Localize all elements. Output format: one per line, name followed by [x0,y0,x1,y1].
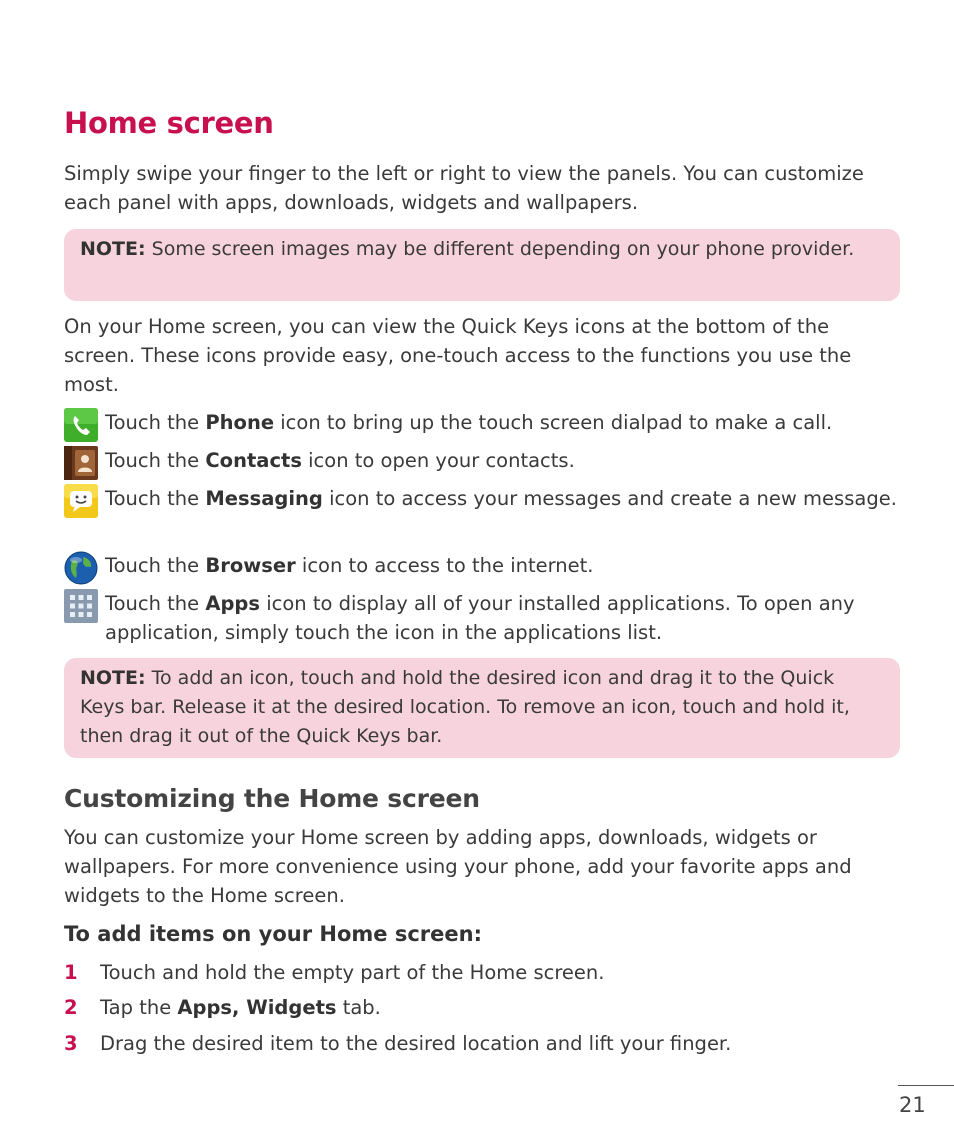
key-pre: Touch the [105,449,206,472]
quickkey-contacts-row [64,446,900,480]
contacts-icon [64,446,98,480]
quickkey-browser-row [64,551,900,585]
quickkeys-paragraph: On your Home screen, you can view the Quick Keys icons at the bottom of the screen. These icons provide easy, one-touch access to the functions you use the most. [64,315,852,396]
customize-paragraph: You can customize your Home screen by adding apps, downloads, widgets or wallpapers. For more convenience using your phone, add your favorite apps and widgets to the Home screen. [64,826,852,907]
step-bold: Apps, Widgets [177,996,337,1019]
note-label: NOTE: [80,238,146,260]
note-box-provider [64,229,900,301]
key-name: Browser [205,554,296,577]
step-text-post: tab. [336,996,381,1019]
phone-icon [64,408,98,442]
note-text: To add an icon, touch and hold the desired icon and drag it to the Quick Keys bar. Release it at the desired location. To remove an icon, touch and hold it, then drag it out of the Quick Keys bar. [80,667,850,747]
step-number: 3 [64,1032,78,1055]
page-number: 21 [899,1093,926,1117]
note-box-quickkeys [64,658,900,758]
step-text: Tap the [100,996,178,1019]
step-number: 2 [64,996,78,1019]
step-text: Touch and hold the empty part of the Home screen. [100,961,605,984]
note-text: Some screen images may be different depending on your phone provider. [145,238,855,260]
step-number: 1 [64,961,78,984]
footer-rule [898,1085,954,1086]
key-post: icon to access your messages and create a new message. [322,487,897,510]
key-post: icon to open your contacts. [301,449,575,472]
section-title: Customizing the Home screen [64,784,480,813]
step-text: Drag the desired item to the desired location and lift your finger. [100,1032,732,1055]
key-name: Phone [205,411,275,434]
page-title: Home screen [64,106,274,140]
key-name: Contacts [205,449,302,472]
key-post: icon to access to the internet. [295,554,594,577]
key-post: icon to bring up the touch screen dialpad to make a call. [274,411,833,434]
key-pre: Touch the [105,592,206,615]
messaging-icon [64,484,98,518]
note-label: NOTE: [80,667,146,689]
key-pre: Touch the [105,411,206,434]
key-post: icon to display all of your installed applications. To open any application, simply touch the icon in the applications list. [105,592,855,644]
key-name: Messaging [205,487,323,510]
key-name: Apps [205,592,260,615]
quickkey-phone-row [64,408,900,442]
key-pre: Touch the [105,554,206,577]
browser-icon [64,551,98,585]
subheading: To add items on your Home screen: [64,922,482,946]
apps-icon [64,589,98,623]
quickkey-messaging-row [64,484,900,542]
key-pre: Touch the [105,487,206,510]
quickkey-apps-row [64,589,900,647]
intro-paragraph: Simply swipe your finger to the left or right to view the panels. You can customize each panel with apps, downloads, widgets and wallpapers. [64,162,864,214]
